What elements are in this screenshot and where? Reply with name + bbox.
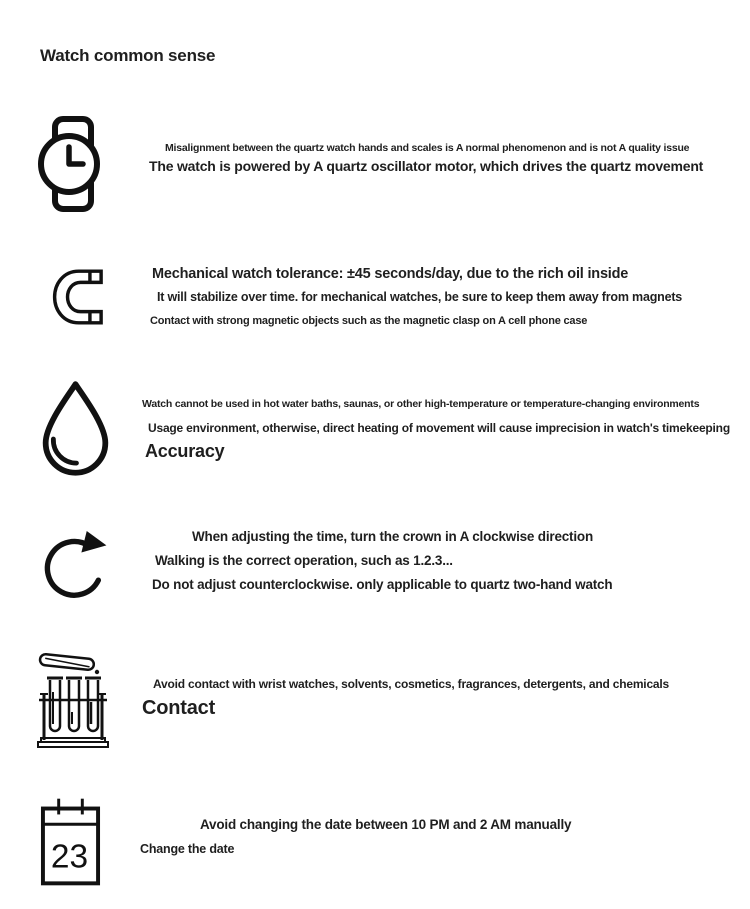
section-text-line: The watch is powered by A quartz oscillator motor, which drives the quartz movement bbox=[149, 158, 704, 174]
section-text-line: Mechanical watch tolerance: ±45 seconds/day, due to the rich oil inside bbox=[152, 266, 629, 282]
section-text-line: Change the date bbox=[140, 842, 235, 856]
section-heading: Contact bbox=[142, 697, 216, 719]
test-tubes-icon bbox=[37, 650, 109, 750]
section-text-line: When adjusting the time, turn the crown in A clockwise direction bbox=[192, 529, 593, 544]
calendar-icon bbox=[39, 796, 102, 888]
magnet-icon bbox=[46, 266, 108, 328]
section-text-line: It will stabilize over time. for mechanical watches, be sure to keep them away from magnets bbox=[157, 290, 683, 304]
section-text-line: Do not adjust counterclockwise. only applicable to quartz two-hand watch bbox=[152, 577, 613, 592]
section-text-line: Misalignment between the quartz watch hands and scales is A normal phenomenon and is not A quality issue bbox=[165, 142, 690, 154]
section-text-line: Avoid changing the date between 10 PM and 2 AM manually bbox=[200, 817, 572, 832]
page-title: Watch common sense bbox=[40, 46, 216, 65]
calendar-day-number: 23 bbox=[50, 838, 89, 876]
wristwatch-icon bbox=[38, 116, 106, 212]
section-text-line: Usage environment, otherwise, direct heating of movement will cause imprecision in watch's timekeeping bbox=[148, 421, 730, 435]
section-heading: Accuracy bbox=[145, 441, 225, 461]
section-text-line: Avoid contact with wrist watches, solvents, cosmetics, fragrances, detergents, and chemicals bbox=[153, 677, 669, 691]
water-drop-icon bbox=[37, 377, 114, 478]
section-text-line: Contact with strong magnetic objects such as the magnetic clasp on A cell phone case bbox=[150, 315, 588, 327]
clockwise-arrow-icon bbox=[42, 524, 110, 606]
section-text-line: Walking is the correct operation, such as 1.2.3... bbox=[155, 553, 453, 568]
section-text-line: Watch cannot be used in hot water baths, saunas, or other high-temperature or temperature-changing environments bbox=[142, 398, 700, 410]
